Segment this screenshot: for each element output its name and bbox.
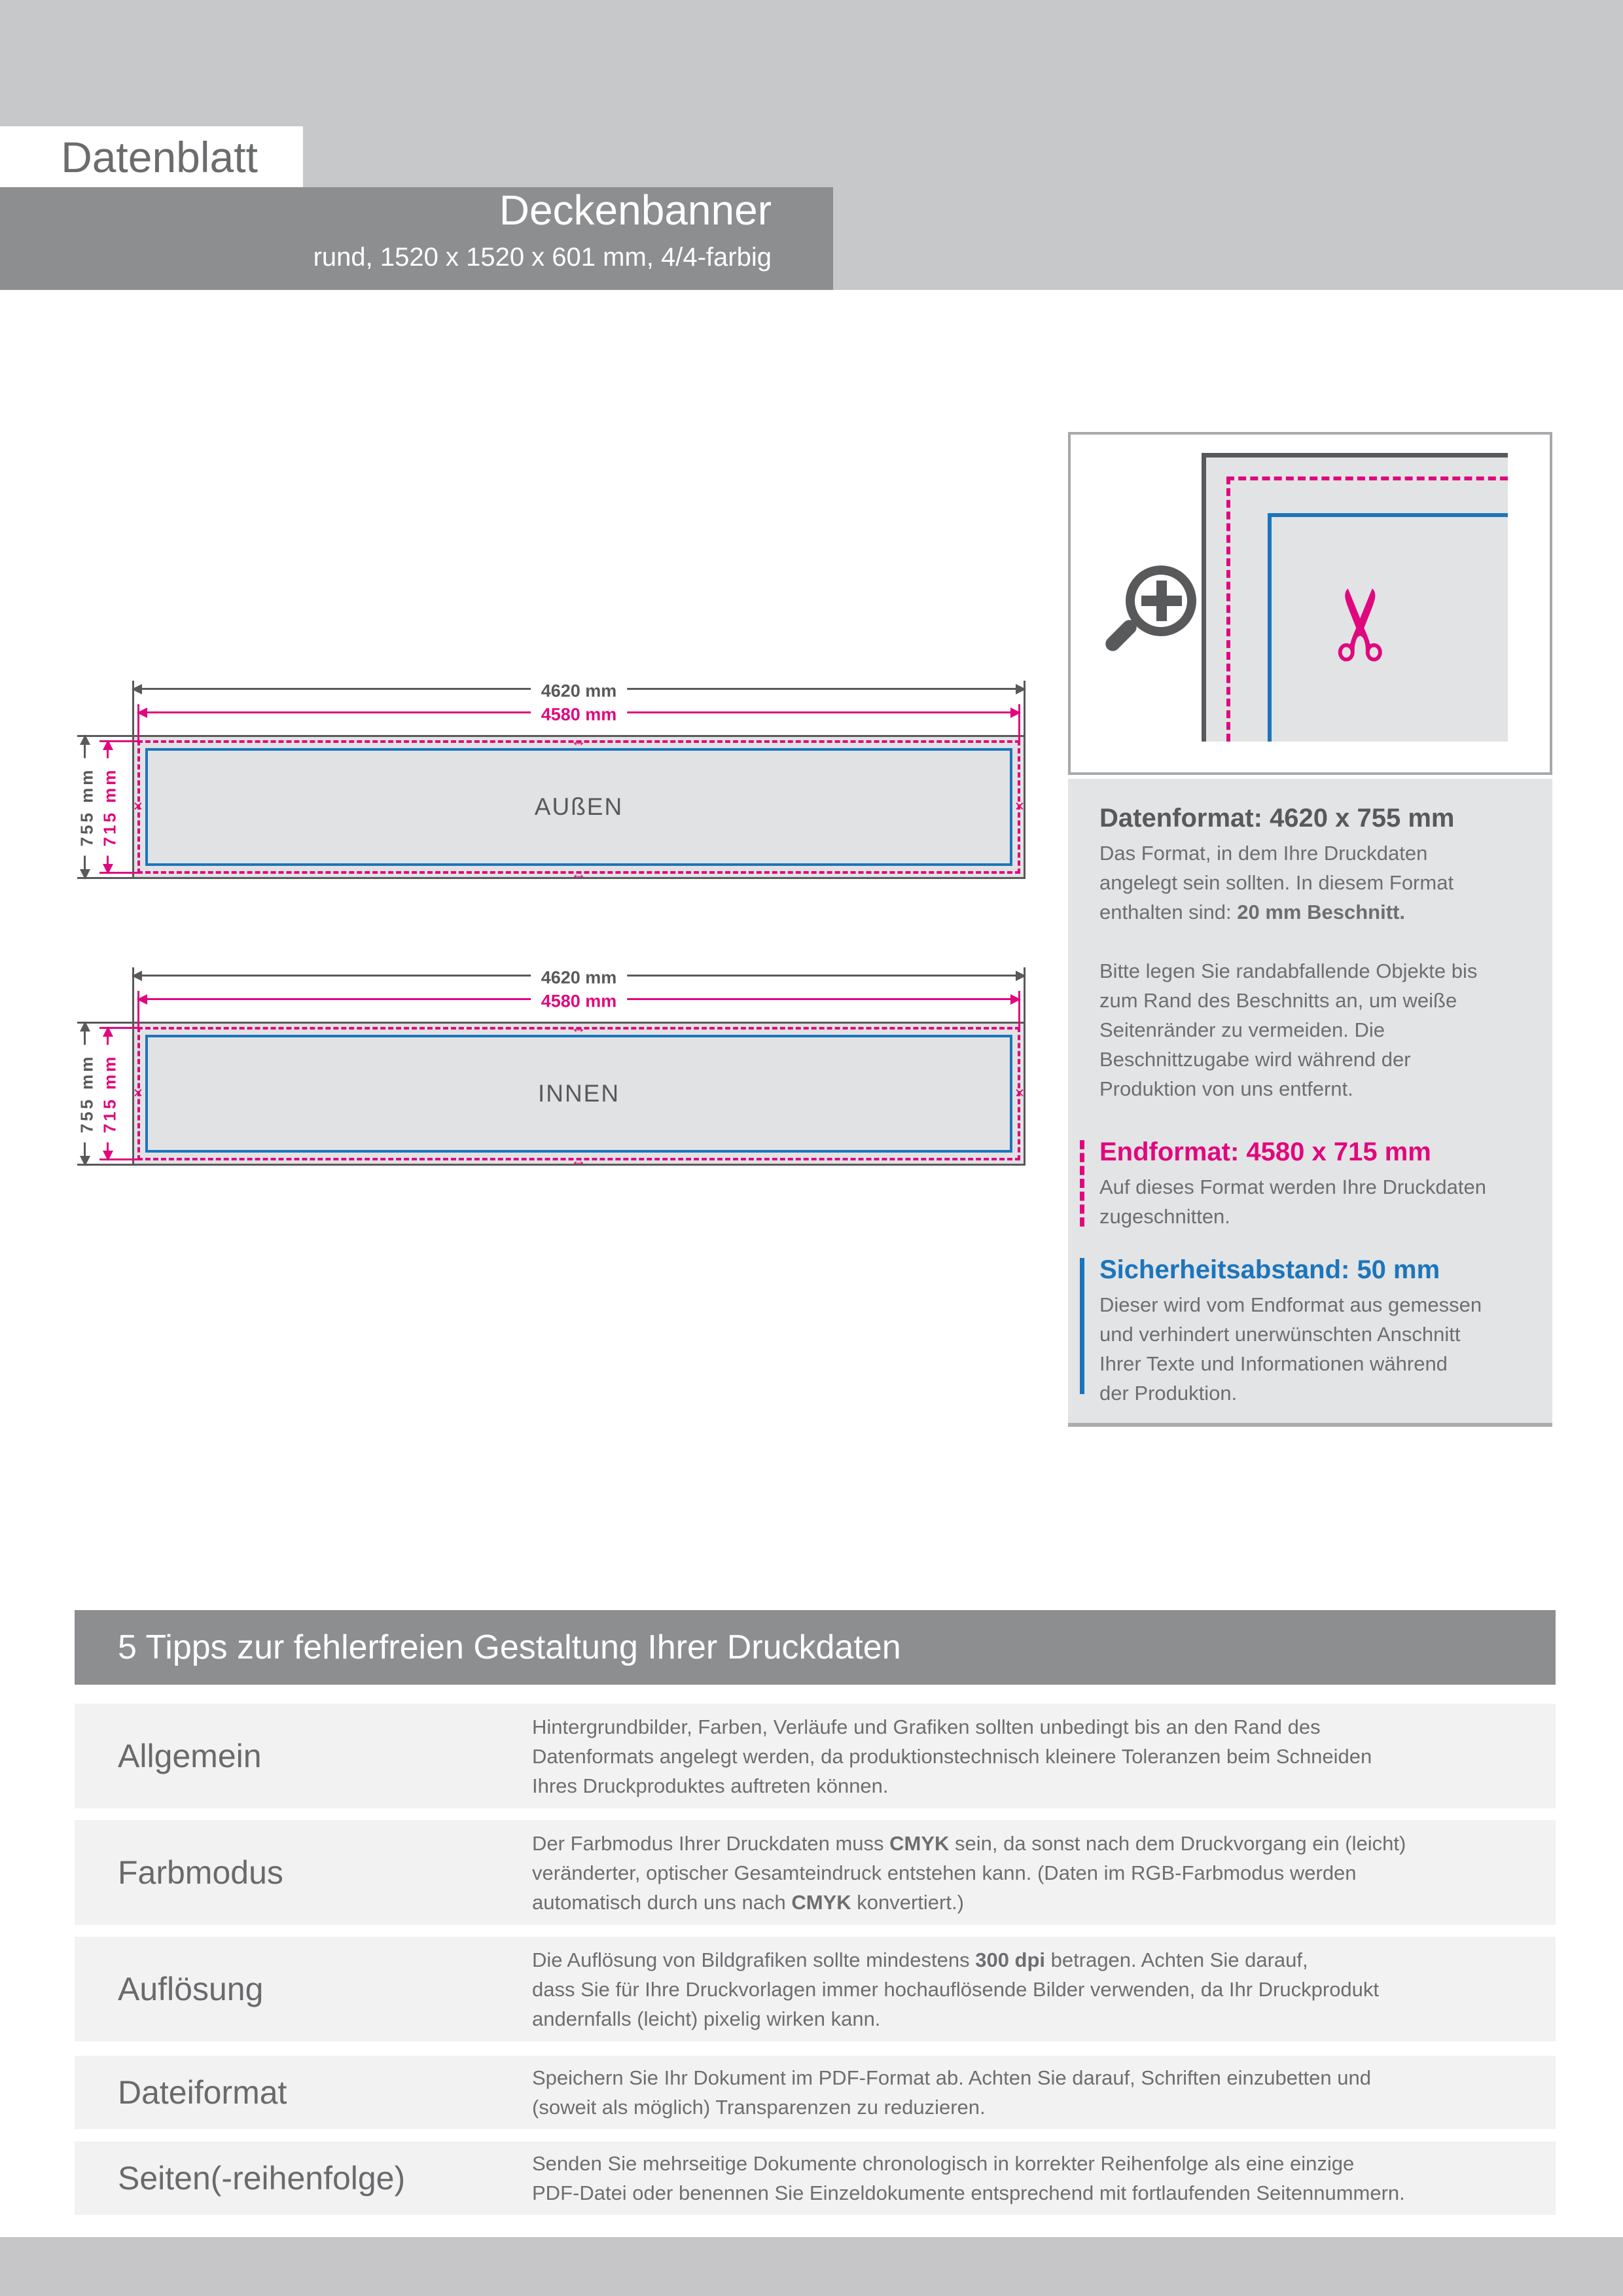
width-dimension-final <box>137 704 1020 725</box>
final-format-text: Auf dieses Format werden Ihre Druckdaten zugeschnitten. <box>1099 1175 1486 1228</box>
data-format-text: Das Format, in dem Ihre Druckdaten angelegt sein sollten. In diesem Format enthalten sind: 20 mm Beschnitt. <box>1099 842 1454 924</box>
tip-text: Speichern Sie Ihr Dokument im PDF-Format ab. Achten Sie darauf, Schriften einzubetten und (soweit als möglich) Transparenzen zu reduzieren. <box>532 2066 1371 2119</box>
extension-line <box>132 681 134 735</box>
scissors-icon: ✂ <box>1307 583 1417 666</box>
extension-line <box>99 872 137 874</box>
height-final-label: 715 mm <box>99 759 122 856</box>
tip-row-aufloesung <box>75 1937 1556 2041</box>
height-data-label: 755 mm <box>76 759 99 856</box>
width-data-label: 4620 mm <box>531 681 628 702</box>
safety-line-marker <box>1080 1258 1084 1394</box>
tips-title-bar <box>75 1610 1556 1685</box>
tip-label: Seiten(-reihenfolge) <box>118 2160 406 2197</box>
center-mark-icon: ✕ <box>133 800 143 814</box>
tip-label: Auflösung <box>118 1971 264 2007</box>
width-final-label: 4580 mm <box>531 992 628 1012</box>
tip-row-farbmodus <box>75 1820 1556 1925</box>
height-dimension-final <box>99 740 120 874</box>
center-mark-icon: ✕ <box>1014 1086 1025 1101</box>
cut-line-marker <box>1080 1140 1084 1227</box>
extension-line <box>137 704 139 740</box>
tip-text: Hintergrundbilder, Farben, Verläufe und Grafiken sollten unbedingt bis an den Rand des Datenformats angelegt werden, da produktionstechnisch kleinere Toleranzen beim Schneiden Ihres Druckproduktes auftreten können. <box>532 1715 1372 1797</box>
magnifier-icon <box>1097 565 1202 670</box>
format-info-panel <box>1068 779 1552 1427</box>
safety-text: Dieser wird vom Endformat aus gemessen und verhindert unerwünschten Anschnitt Ihrer Texte und Informationen während der Produktion. <box>1099 1293 1482 1405</box>
tip-text: Der Farbmodus Ihrer Druckdaten muss CMYK sein, da sonst nach dem Druckvorgang ein (leicht) veränderter, optischer Gesamteindruck entstehen kann. (Daten im RGB-Farbmodus werden automatisch durch uns nach CMYK konvertiert.) <box>532 1831 1406 1914</box>
height-final-label: 715 mm <box>99 1045 122 1143</box>
data-format-heading: Datenformat: 4620 x 755 mm <box>1099 804 1455 833</box>
extension-line <box>99 1158 137 1160</box>
tip-row-seitenreihenfolge <box>75 2142 1556 2215</box>
center-mark-icon: ↔ <box>571 1152 586 1170</box>
final-format-section <box>1099 1138 1531 1231</box>
width-data-label: 4620 mm <box>531 968 628 988</box>
product-title: Deckenbanner <box>499 187 772 234</box>
sheet-label-box <box>0 126 303 187</box>
tip-text: Die Auflösung von Bildgrafiken sollte mindestens 300 dpi betragen. Achten Sie darauf, dass Sie für Ihre Druckvorlagen immer hochauflösende Bilder verwenden, da Ihr Druckprodukt andernfalls (leicht) pixelig wirken kann. <box>532 1948 1380 2030</box>
extension-line <box>77 1164 132 1166</box>
tip-label: Allgemein <box>118 1738 262 1774</box>
width-dimension-data <box>132 967 1026 988</box>
height-dimension-data <box>77 735 97 879</box>
corner-detail-figure <box>1202 453 1508 742</box>
extension-line <box>1018 991 1020 1027</box>
tip-text: Senden Sie mehrseitige Dokumente chronologisch in korrekter Reihenfolge als eine einzige PDF-Datei oder benennen Sie Einzeldokumente entsprechend mit fortlaufenden Seitennummern. <box>532 2152 1405 2204</box>
tip-label: Dateiformat <box>118 2074 287 2111</box>
center-mark-icon: ↔ <box>571 732 586 750</box>
tip-row-dateiformat <box>75 2056 1556 2129</box>
safety-heading: Sicherheitsabstand: 50 mm <box>1099 1255 1440 1284</box>
tip-label: Farbmodus <box>118 1854 283 1891</box>
product-subtitle: rund, 1520 x 1520 x 601 mm, 4/4-farbig <box>313 243 772 272</box>
extension-line <box>99 1027 137 1029</box>
extension-line <box>1024 967 1026 1022</box>
center-mark-icon: ↔ <box>571 865 586 883</box>
center-mark-icon: ↔ <box>571 1019 586 1037</box>
data-format-section <box>1099 804 1531 1103</box>
tip-row-allgemein <box>75 1704 1556 1808</box>
sheet-label: Datenblatt <box>61 132 258 181</box>
height-dimension-data <box>77 1022 97 1166</box>
footer-block <box>0 2237 1623 2296</box>
center-mark-icon: ✕ <box>1014 800 1025 814</box>
product-title-bar <box>0 187 833 290</box>
extension-line <box>137 991 139 1027</box>
tips-title: 5 Tipps zur fehlerfreien Gestaltung Ihrer Druckdaten <box>118 1628 901 1666</box>
width-final-label: 4580 mm <box>531 705 628 725</box>
height-dimension-final <box>99 1027 120 1160</box>
side-label: AUßEN <box>534 793 624 820</box>
safety-section <box>1099 1255 1531 1408</box>
cut-detail-box <box>1068 432 1552 775</box>
side-label: INNEN <box>537 1080 620 1107</box>
extension-line <box>132 967 134 1022</box>
width-dimension-final <box>137 991 1020 1011</box>
extension-line <box>77 877 132 879</box>
height-data-label: 755 mm <box>76 1045 99 1143</box>
extension-line <box>1018 704 1020 740</box>
extension-line <box>77 735 132 737</box>
width-dimension-data <box>132 681 1026 701</box>
extension-line <box>99 740 137 742</box>
extension-line <box>77 1022 132 1024</box>
center-mark-icon: ✕ <box>133 1086 143 1101</box>
bleed-text: Bitte legen Sie randabfallende Objekte bis zum Rand des Beschnitts an, um weiße Seitenränder zu vermeiden. Die Beschnittzugabe wird während der Produktion von uns entfernt. <box>1099 960 1478 1100</box>
extension-line <box>1024 681 1026 735</box>
final-format-heading: Endformat: 4580 x 715 mm <box>1099 1138 1431 1166</box>
